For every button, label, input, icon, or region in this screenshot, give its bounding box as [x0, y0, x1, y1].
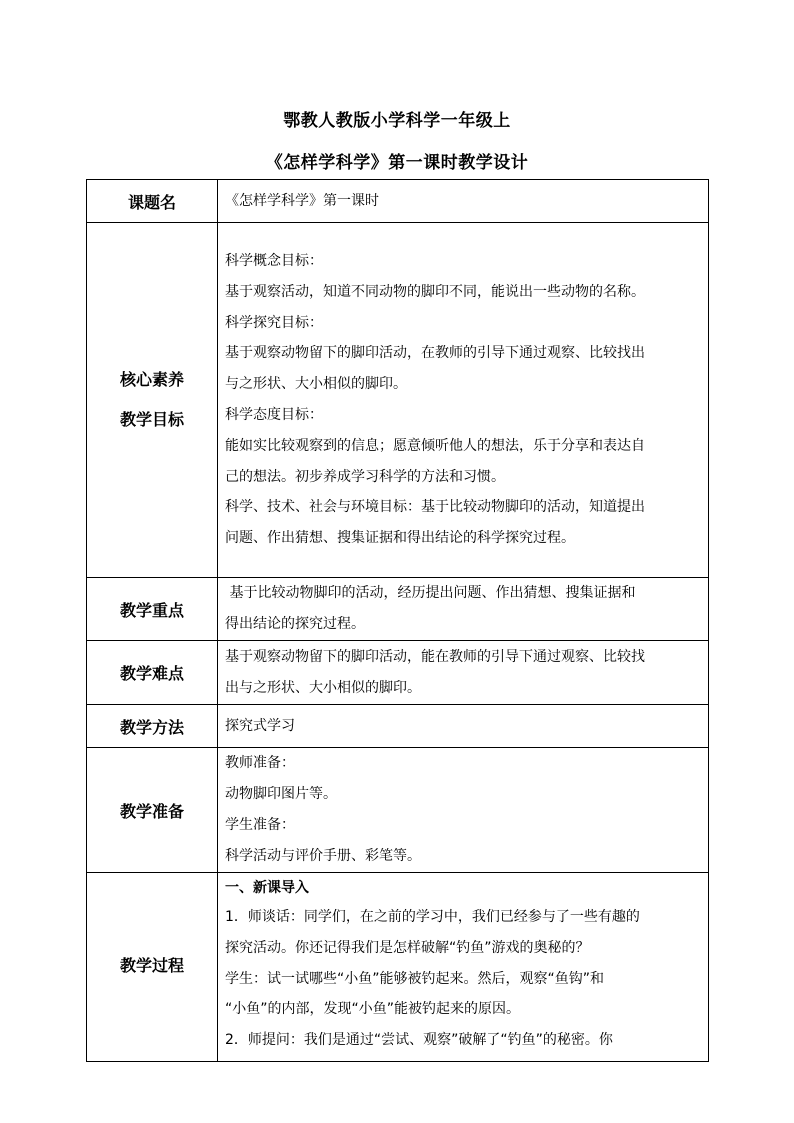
- topic-label: 课题名: [87, 180, 218, 223]
- row-preparation: [87, 748, 709, 873]
- row-topic: [87, 180, 709, 223]
- difficulty-line: 基于观察动物留下的脚印活动，能在教师的引导下通过观察、比较找: [225, 648, 645, 665]
- document-subtitle: 《怎样学科学》第一课时教学设计: [265, 153, 529, 173]
- goals-line: 己的想法。初步养成学习科学的方法和习惯。: [225, 468, 505, 485]
- method-label: 教学方法: [87, 705, 218, 748]
- process-line: 探究活动。你还记得我们是怎样破解“钓鱼”游戏的奥秘的？: [225, 939, 590, 956]
- topic-text: 《怎样学科学》第一课时: [225, 192, 379, 209]
- difficulty-content: [218, 641, 709, 705]
- focus-line: 基于比较动物脚印的活动，经历提出问题、作出猜想、搜集证据和: [225, 585, 636, 602]
- goals-label-line1: 核心素养: [119, 370, 184, 389]
- preparation-content: [218, 748, 709, 873]
- goals-line: 能如实比较观察到的信息；愿意倾听他人的想法，乐于分享和表达自: [225, 437, 645, 454]
- difficulty-label: 教学难点: [87, 641, 218, 705]
- topic-value: [218, 180, 709, 223]
- process-label: 教学过程: [87, 873, 218, 1062]
- process-content: [218, 873, 709, 1062]
- row-focus: [87, 578, 709, 641]
- preparation-line: 学生准备：: [225, 817, 295, 833]
- method-content: [218, 705, 709, 748]
- goals-line: 问题、作出猜想、搜集证据和得出结论的科学探究过程。: [225, 530, 575, 547]
- goals-line: 基于观察活动，知道不同动物的脚印不同，能说出一些动物的名称。: [225, 283, 645, 300]
- goals-line: 科学探究目标：: [225, 314, 323, 331]
- preparation-line: 科学活动与评价手册、彩笔等。: [225, 847, 421, 864]
- goals-label-line2: 教学目标: [119, 410, 184, 429]
- method-text: 探究式学习: [225, 717, 295, 734]
- process-line: 1．师谈话：同学们，在之前的学习中，我们已经参与了一些有趣的: [225, 909, 640, 925]
- process-line: 学生：试一试哪些“小鱼”能够被钓起来。然后，观察“鱼钩”和: [225, 970, 605, 987]
- goals-line: 科学态度目标：: [225, 407, 323, 423]
- preparation-label: 教学准备: [87, 748, 218, 873]
- preparation-line: 动物脚印图片等。: [225, 786, 337, 803]
- document-title: 鄂教人教版小学科学一年级上: [283, 111, 511, 131]
- process-heading: 一、新课导入: [225, 880, 309, 896]
- goals-line: 与之形状、大小相似的脚印。: [225, 376, 407, 393]
- goals-line: 科学、技术、社会与环境目标：基于比较动物脚印的活动，知道提出: [225, 499, 645, 516]
- process-line: “小鱼”的内部，发现“小鱼”能被钓起来的原因。: [225, 1001, 521, 1018]
- goals-line: 基于观察动物留下的脚印活动，在教师的引导下通过观察、比较找出: [225, 345, 645, 362]
- goals-content: [218, 223, 709, 578]
- focus-label: 教学重点: [87, 578, 218, 641]
- difficulty-line: 出与之形状、大小相似的脚印。: [225, 679, 421, 696]
- row-goals: [87, 223, 709, 578]
- focus-line: 得出结论的探究过程。: [225, 616, 365, 632]
- goals-line: 科学概念目标：: [225, 253, 323, 270]
- row-difficulty: [87, 641, 709, 705]
- goals-label: [87, 223, 218, 578]
- focus-content: [218, 578, 709, 641]
- row-method: [87, 705, 709, 748]
- lesson-plan-table: [86, 179, 709, 1062]
- preparation-line: 教师准备：: [225, 755, 295, 772]
- row-process: [87, 873, 709, 1062]
- process-line: 2．师提问：我们是通过“尝试、观察”破解了“钓鱼”的秘密。你: [225, 1032, 613, 1049]
